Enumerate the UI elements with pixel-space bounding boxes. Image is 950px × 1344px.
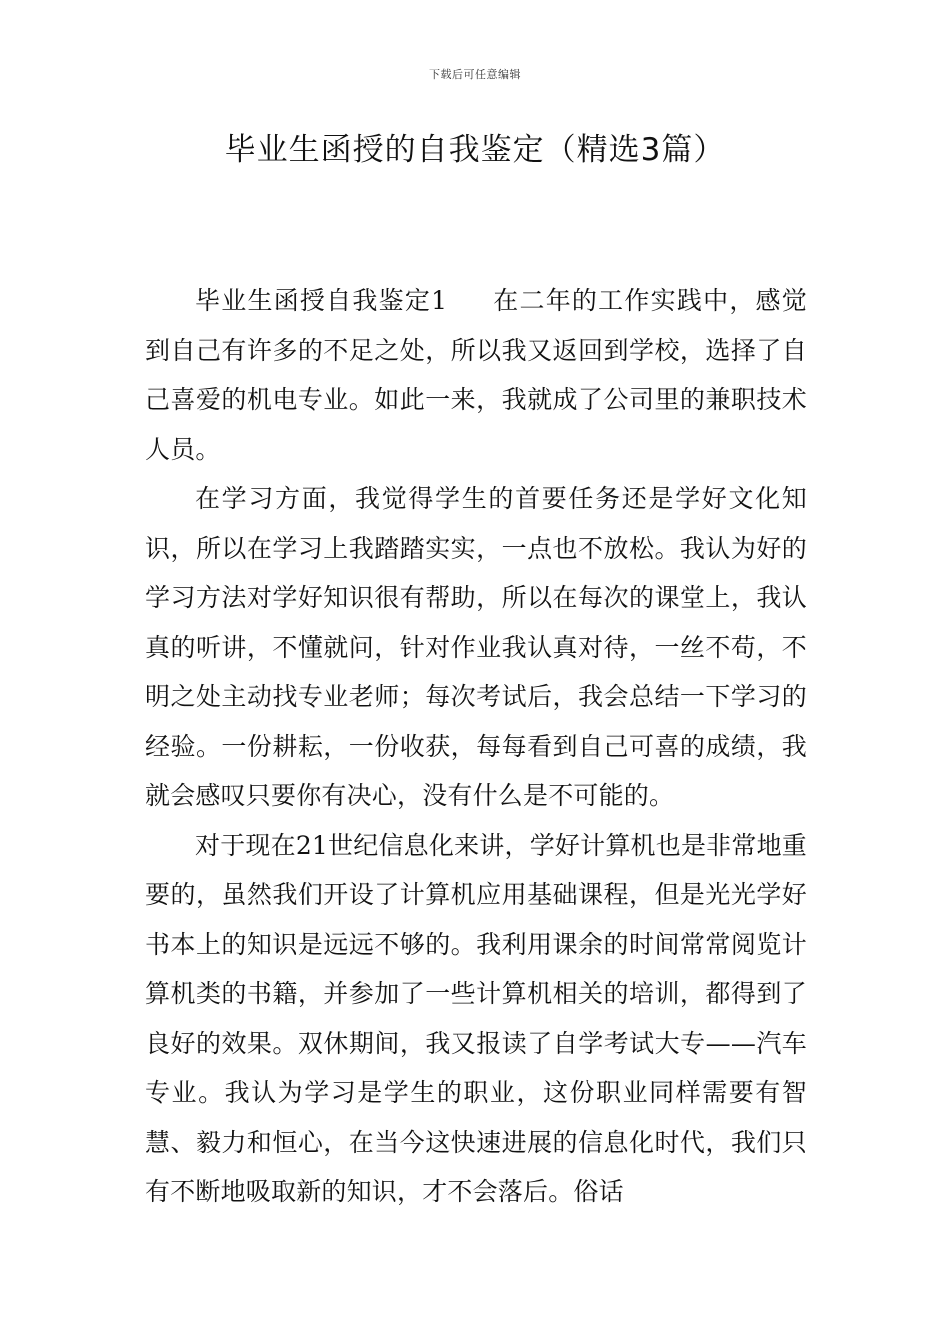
paragraph-1 <box>145 276 807 474</box>
paragraph-3: 对于现在21世纪信息化来讲，学好计算机也是非常地重要的，虽然我们开设了计算机应用基础课程，但是光光学好书本上的知识是远远不够的。我利用课余的时间常常阅览计算机类的书籍，并参加了一些计算机相关的培训，都得到了良好的效果。双休期间，我又报读了自学考试大专——汽车专业。我认为学习是学生的职业，这份职业同样需要有智慧、毅力和恒心，在当今这快速进展的信息化时代，我们只有不断地吸取新的知识，才不会落后。俗话 <box>145 830 807 1206</box>
section-heading: 毕业生函授自我鉴定1 <box>195 286 448 315</box>
paragraph-1-text: 在二年的工作实践中，感觉到自己有许多的不足之处，所以我又返回到学校，选择了自己喜爱的机电专业。如此一来，我就成了公司里的兼职技术人员。 <box>145 286 807 464</box>
document-body <box>145 276 807 1217</box>
header-note: 下载后可任意编辑 <box>429 68 521 81</box>
document-title: 毕业生函授的自我鉴定（精选3篇） <box>224 132 726 168</box>
paragraph-2: 在学习方面，我觉得学生的首要任务还是学好文化知识，所以在学习上我踏踏实实，一点也不放松。我认为好的学习方法对学好知识很有帮助，所以在每次的课堂上，我认真的听讲，不懂就问，针对作业我认真对待，一丝不苟，不明之处主动找专业老师；每次考试后，我会总结一下学习的经验。一份耕耘，一份收获，每每看到自己可喜的成绩，我就会感叹只要你有决心，没有什么是不可能的。 <box>145 484 807 810</box>
